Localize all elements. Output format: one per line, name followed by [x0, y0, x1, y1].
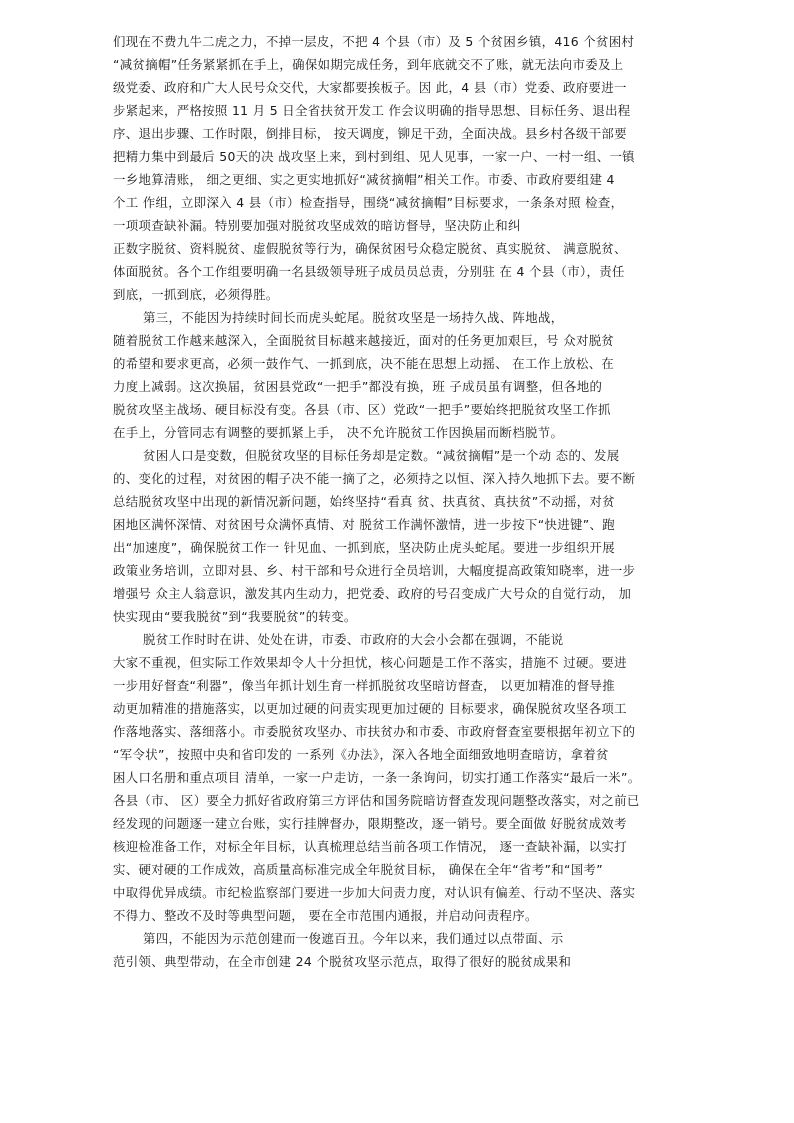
- text-line: 到底，一抓到底，必须得胜。: [113, 287, 279, 302]
- text-line: 各县（市、 区）要全力抓好省政府第三方评估和国务院暗访督查发现问题整改落实，对之前已: [113, 793, 640, 808]
- text-line: “军令状”，按照中央和省印发的 一系列《办法》，深入各地全面细致地明查暗访，拿着贫: [113, 747, 609, 762]
- text-line: 一项项查缺补漏。特别要加强对脱贫攻坚成效的暗访督导，坚决防止和纠: [113, 218, 521, 233]
- text-line: 政策业务培训，立即对县、乡、村干部和号众进行全员培训，大幅度提高政策知晓率，进一步: [113, 563, 636, 578]
- text-line: 的希望和要求更高，必须一鼓作气、一抓到底，决不能在思想上动摇、 在工作上放松、在: [113, 356, 615, 371]
- paragraph-first-line: 第三，不能因为持续时间长而虎头蛇尾。脱贫攻坚是一场持久战、阵地战，: [143, 310, 564, 325]
- text-line: 经发现的问题逐一建立台账，实行挂牌督办，限期整改，逐一销号。要全面做 好脱贫成效考: [113, 816, 627, 831]
- text-line: 困地区满怀深情、对贫困号众满怀真情、对 脱贫工作满怀激情，进一步按下“快进键”、跑: [113, 517, 615, 532]
- text-line: 正数字脱贫、资料脱贫、虚假脱贫等行为，确保贫困号众稳定脱贫、真实脱贫、 满意脱贫、: [113, 241, 627, 256]
- paragraph-first-line: 第四，不能因为示范创建而一俊遮百丑。今年以来，我们通过以点带面、示: [143, 931, 564, 946]
- text-line: 出“加速度”，确保脱贫工作一 针见血、一抓到底，坚决防止虎头蛇尾。要进一步组织开展: [113, 540, 615, 555]
- text-line: 力度上减弱。这次换届，贫困县党政“一把手”都没有换，班 子成员虽有调整，但各地的: [113, 379, 603, 394]
- text-line: 范引领、典型带动，在全市创建 24 个脱贫攻坚示范点，取得了很好的脱贫成果和: [113, 954, 572, 969]
- text-line: 困人口名册和重点项目 清单，一家一户走访，一条一条询问，切实打通工作落实“最后一米”。: [113, 770, 641, 785]
- text-line: 的、变化的过程，对贫困的帽子决不能一摘了之，必须持之以恒、深入持久地抓下去。要不断: [113, 471, 636, 486]
- text-line: 动更加精准的措施落实，以更加过硬的问责实现更加过硬的 目标要求，确保脱贫攻坚各项工: [113, 701, 627, 716]
- text-line: 总结脱贫攻坚中出现的新情况新问题，始终坚持“看真 贫、扶真贫、真扶贫”不动摇，对贫: [113, 494, 615, 509]
- text-line: 个工 作组，立即深入 4 县（市）检查指导，围绕“减贫摘帽”目标要求，一条条对照 检查，: [113, 195, 624, 210]
- text-line: 在手上，分管同志有调整的要抓紧上手， 决不允许脱贫工作因换届而断档脱节。: [113, 425, 564, 440]
- text-line: 们现在不费九牛二虎之力，不掉一层皮，不把 4 个县（市）及 5 个贫困乡镇，416 个贫困村: [113, 34, 635, 49]
- text-line: “减贫摘帽”任务紧紧抓在手上，确保如期完成任务，到年底就交不了账，就无法向市委及上: [113, 57, 624, 72]
- text-line: 随着脱贫工作越来越深入，全面脱贫目标越来越接近，面对的任务更加艰巨，号 众对脱贫: [113, 333, 615, 348]
- text-line: 序、退出步骤、工作时限，倒排目标， 按天调度，铆足干劲，全面决战。县乡村各级干部要: [113, 126, 627, 141]
- text-line: 一乡地算清账， 细之更细、实之更实地抓好“减贫摘帽”相关工作。市委、市政府要组建 4: [113, 172, 615, 187]
- text-line: 一步用好督查“利器”，像当年抓计划生育一样抓脱贫攻坚暗访督查， 以更加精准的督导推: [113, 678, 615, 693]
- text-line: 不得力、整改不及时等典型问题， 要在全市范围内通报，并启动问责程序。: [113, 908, 538, 923]
- paragraph-first-line: 贫困人口是变数，但脱贫攻坚的目标任务却是定数。“减贫摘帽”是一个动 态的、发展: [143, 448, 620, 463]
- text-line: 级党委、政府和广大人民号众交代，大家都要挨板子。因 此，4 县（市）党委、政府要进一: [113, 80, 627, 95]
- text-line: 体面脱贫。各个工作组要明确一名县级领导班子成员员总责，分别驻 在 4 个县（市），责任: [113, 264, 625, 279]
- text-line: 作落地落实、落细落小。市委脱贫攻坚办、市扶贫办和市委、市政府督查室要根据年初立下的: [113, 724, 636, 739]
- text-line: 实、硬对硬的工作成效，高质量高标准完成全年脱贫目标， 确保在全年“省考”和“国考”: [113, 862, 604, 877]
- text-line: 步紧起来，严格按照 11 月 5 日全省扶贫开发工 作会议明确的指导思想、目标任务、退出程: [113, 103, 631, 118]
- paragraph-first-line: 脱贫工作时时在讲、处处在讲，市委、市政府的大会小会都在强调，不能说: [143, 632, 564, 647]
- text-line: 增强号 众主人翁意识，激发其内生动力，把党委、政府的号召变成广大号众的自觉行动， 加: [113, 586, 632, 601]
- text-line: 把精力集中到最后 50天的决 战攻坚上来，到村到组、见人见事，一家一户、一村一组、一镇: [113, 149, 635, 164]
- text-line: 核迎检准备工作，对标全年目标，认真梳理总结当前各项工作情况， 逐一查缺补漏，以实打: [113, 839, 627, 854]
- text-line: 中取得优异成绩。市纪检监察部门要进一步加大问责力度，对认识有偏差、行动不坚决、落实: [113, 885, 636, 900]
- text-line: 大家不重视，但实际工作效果却令人十分担忧，核心问题是工作不落实，措施不 过硬。要进: [113, 655, 627, 670]
- text-line: 脱贫攻坚主战场、硬目标没有变。各县（市、区）党政“一把手”要始终把脱贫攻坚工作抓: [113, 402, 611, 417]
- text-line: 快实现由“要我脱贫”到“我要脱贫”的转变。: [113, 609, 357, 624]
